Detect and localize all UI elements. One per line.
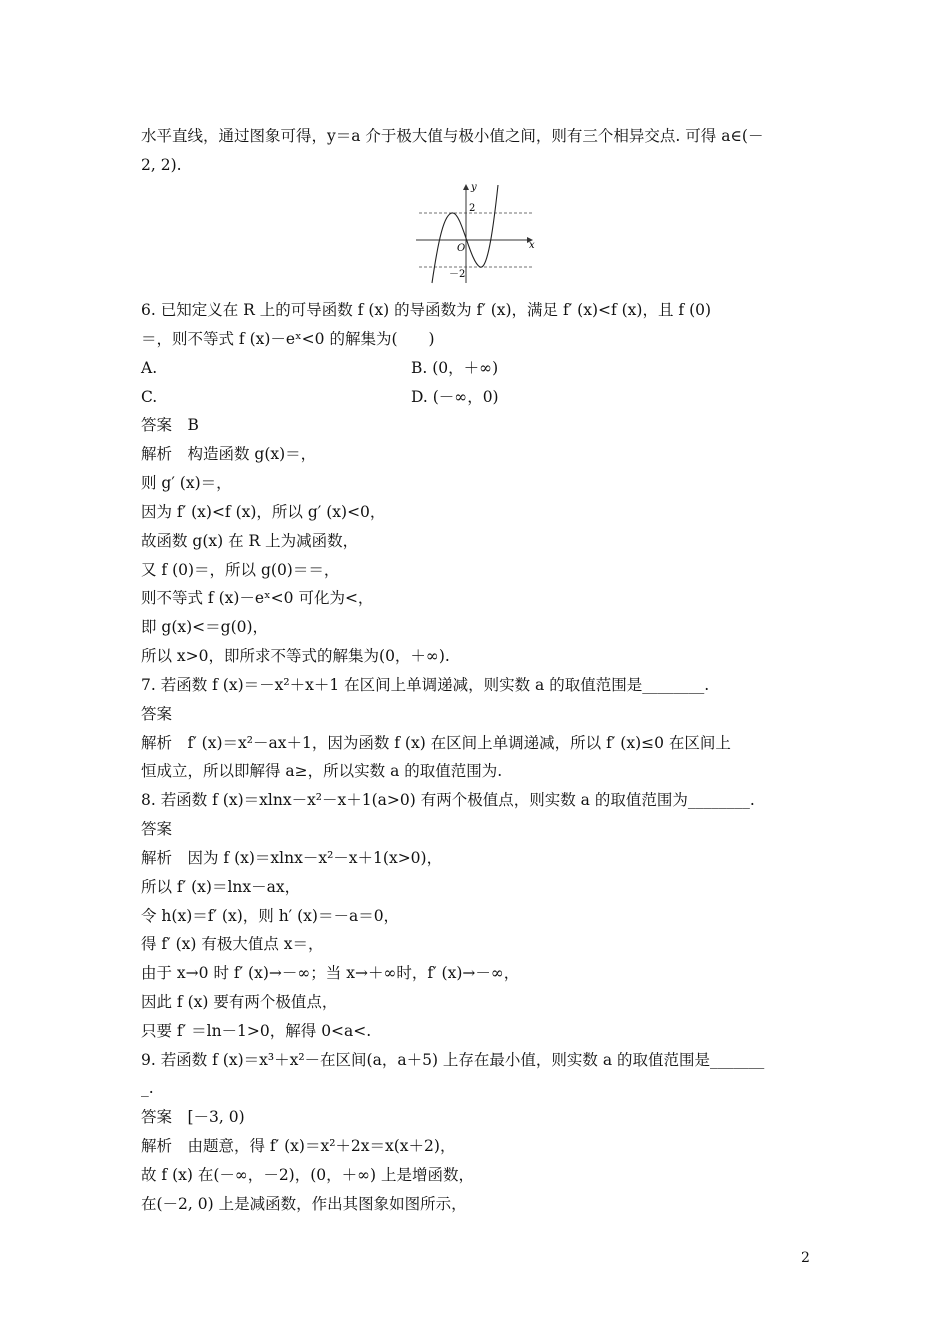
upper-value-label: 2 — [469, 203, 476, 214]
text-line-27: 得 f′ (x) 有极大值点 x＝， — [141, 935, 324, 953]
text-line-30: 只要 f′ ＝ln－1>0，解得 0<a<. — [141, 1022, 372, 1040]
option-c: C. — [141, 388, 158, 406]
text-line-10: 解析 构造函数 g(x)＝， — [141, 445, 317, 463]
text-line-23: 答案 — [141, 820, 173, 838]
text-line-4: ＝，则不等式 f (x)－eˣ<0 的解集为( ) — [141, 330, 435, 348]
text-line-25: 所以 f′ (x)＝lnx－ax， — [141, 878, 301, 896]
text-line-33: 答案 [－3, 0) — [141, 1108, 245, 1126]
option-b: B. (0，＋∞) — [411, 359, 499, 377]
text-line-17: 所以 x>0，即所求不等式的解集为(0，＋∞). — [141, 647, 450, 665]
text-line-28: 由于 x→0 时 f′ (x)→－∞；当 x→＋∞时，f′ (x)→－∞， — [141, 964, 520, 982]
text-line-9: 答案 B — [141, 416, 199, 434]
text-line-26: 令 h(x)＝f′ (x)，则 h′ (x)＝－a＝0， — [141, 907, 400, 925]
y-axis-label: y — [471, 182, 477, 193]
cubic-graph-figure — [416, 182, 541, 284]
text-line-1: 水平直线，通过图象可得，y＝a 介于极大值与极小值之间，则有三个相异交点. 可得 a∈(－ — [141, 127, 764, 145]
text-line-31: 9. 若函数 f (x)＝x³＋x²－在区间(a，a＋5) 上存在最小值，则实数 a 的取值范围是_______ — [141, 1051, 765, 1069]
text-line-21: 恒成立，所以即解得 a≥，所以实数 a 的取值范围为. — [141, 762, 503, 780]
lower-value-label: －2 — [449, 269, 466, 280]
text-line-3: 6. 已知定义在 R 上的可导函数 f (x) 的导函数为 f′ (x)，满足 f′ (x)<f (x)，且 f (0) — [141, 301, 712, 319]
page-number: 2 — [801, 1250, 810, 1266]
text-line-36: 在(－2, 0) 上是减函数，作出其图象如图所示， — [141, 1195, 467, 1213]
origin-label: O — [457, 243, 466, 254]
text-line-22: 8. 若函数 f (x)＝xlnx－x²－x＋1(a>0) 有两个极值点，则实数 a 的取值范围为________. — [141, 791, 755, 809]
text-line-29: 因此 f (x) 要有两个极值点， — [141, 993, 338, 1011]
text-line-32: _. — [141, 1079, 154, 1097]
text-line-35: 故 f (x) 在(－∞，－2)，(0，＋∞) 上是增函数， — [141, 1166, 475, 1184]
text-line-18: 7. 若函数 f (x)＝－x²＋x＋1 在区间上单调递减，则实数 a 的取值范围是________. — [141, 676, 710, 694]
text-line-24: 解析 因为 f (x)＝xlnx－x²－x＋1(x>0)， — [141, 849, 443, 867]
text-line-12: 因为 f′ (x)<f (x)，所以 g′ (x)<0， — [141, 503, 386, 521]
x-axis-label: x — [529, 240, 535, 251]
text-line-11: 则 g′ (x)＝， — [141, 474, 232, 492]
text-line-19: 答案 — [141, 705, 173, 723]
text-line-34: 解析 由题意，得 f′ (x)＝x²＋2x＝x(x＋2)， — [141, 1137, 456, 1155]
option-d: D. (－∞，0) — [411, 388, 499, 406]
text-line-2: 2, 2). — [141, 156, 182, 174]
text-line-14: 又 f (0)＝，所以 g(0)＝＝， — [141, 561, 340, 579]
text-line-15: 则不等式 f (x)－eˣ<0 可化为<， — [141, 589, 374, 607]
text-line-13: 故函数 g(x) 在 R 上为减函数， — [141, 532, 359, 550]
text-line-16: 即 g(x)<＝g(0)， — [141, 618, 269, 636]
text-line-20: 解析 f′ (x)＝x²－ax＋1，因为函数 f (x) 在区间上单调递减，所以 f′ (x)≤0 在区间上 — [141, 734, 731, 752]
option-a: A. — [141, 359, 158, 377]
